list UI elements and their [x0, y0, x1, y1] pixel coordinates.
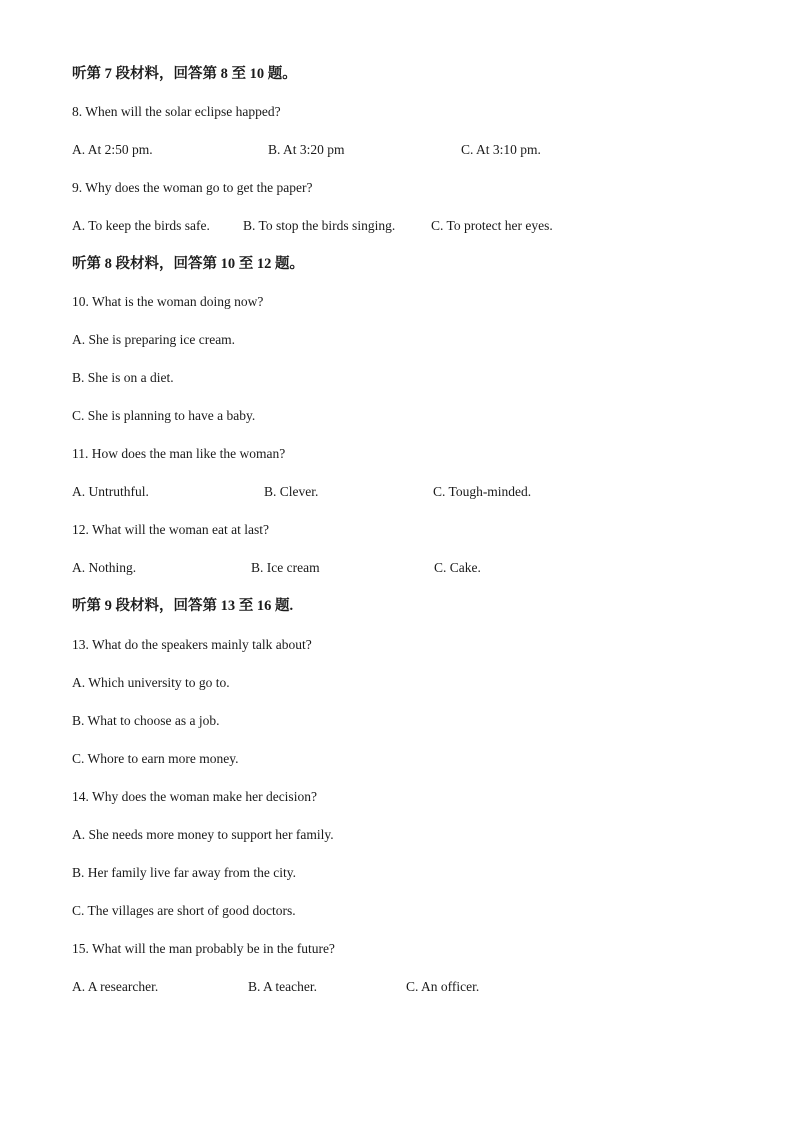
option-c: C. At 3:10 pm.	[461, 142, 541, 157]
option-b: B. To stop the birds singing.	[243, 218, 396, 233]
question-text: 14. Why does the woman make her decision?	[72, 789, 317, 804]
option-b: B. Her family live far away from the city.	[72, 865, 297, 880]
option-a: A. A researcher.	[72, 979, 159, 994]
option-c: C. Whore to earn more money.	[72, 751, 239, 766]
option-c: C. To protect her eyes.	[431, 218, 553, 233]
option-c: C. Cake.	[434, 560, 481, 575]
option-a: A. Nothing.	[72, 560, 137, 575]
option-a: A. She is preparing ice cream.	[72, 332, 236, 347]
question-text: 11. How does the man like the woman?	[72, 446, 286, 461]
option-c: C. An officer.	[406, 979, 480, 994]
option-b: B. Ice cream	[251, 560, 320, 575]
option-c: C. Tough-minded.	[433, 484, 532, 499]
option-a: A. Untruthful.	[72, 484, 149, 499]
question-text: 8. When will the solar eclipse happed?	[72, 104, 281, 119]
question-text: 9. Why does the woman go to get the paper?	[72, 180, 313, 195]
option-b: B. She is on a diet.	[72, 370, 174, 385]
option-b: B. What to choose as a job.	[72, 713, 220, 728]
option-c: C. She is planning to have a baby.	[72, 408, 256, 423]
section-heading: 听第 8 段材料，回答第 10 至 12 题。	[72, 256, 304, 272]
option-c: C. The villages are short of good doctors.	[72, 903, 296, 918]
option-b: B. Clever.	[264, 484, 319, 499]
option-b: B. At 3:20 pm	[268, 142, 345, 157]
section-heading: 听第 7 段材料，回答第 8 至 10 题。	[72, 66, 297, 82]
question-text: 12. What will the woman eat at last?	[72, 522, 269, 537]
option-b: B. A teacher.	[248, 979, 317, 994]
option-a: A. Which university to go to.	[72, 675, 230, 690]
question-text: 10. What is the woman doing now?	[72, 294, 264, 309]
option-a: A. To keep the birds safe.	[72, 218, 210, 233]
option-a: A. She needs more money to support her family.	[72, 827, 334, 842]
section-heading: 听第 9 段材料，回答第 13 至 16 题.	[72, 598, 294, 614]
question-text: 15. What will the man probably be in the future?	[72, 941, 335, 956]
question-text: 13. What do the speakers mainly talk about?	[72, 637, 312, 652]
option-a: A. At 2:50 pm.	[72, 142, 153, 157]
